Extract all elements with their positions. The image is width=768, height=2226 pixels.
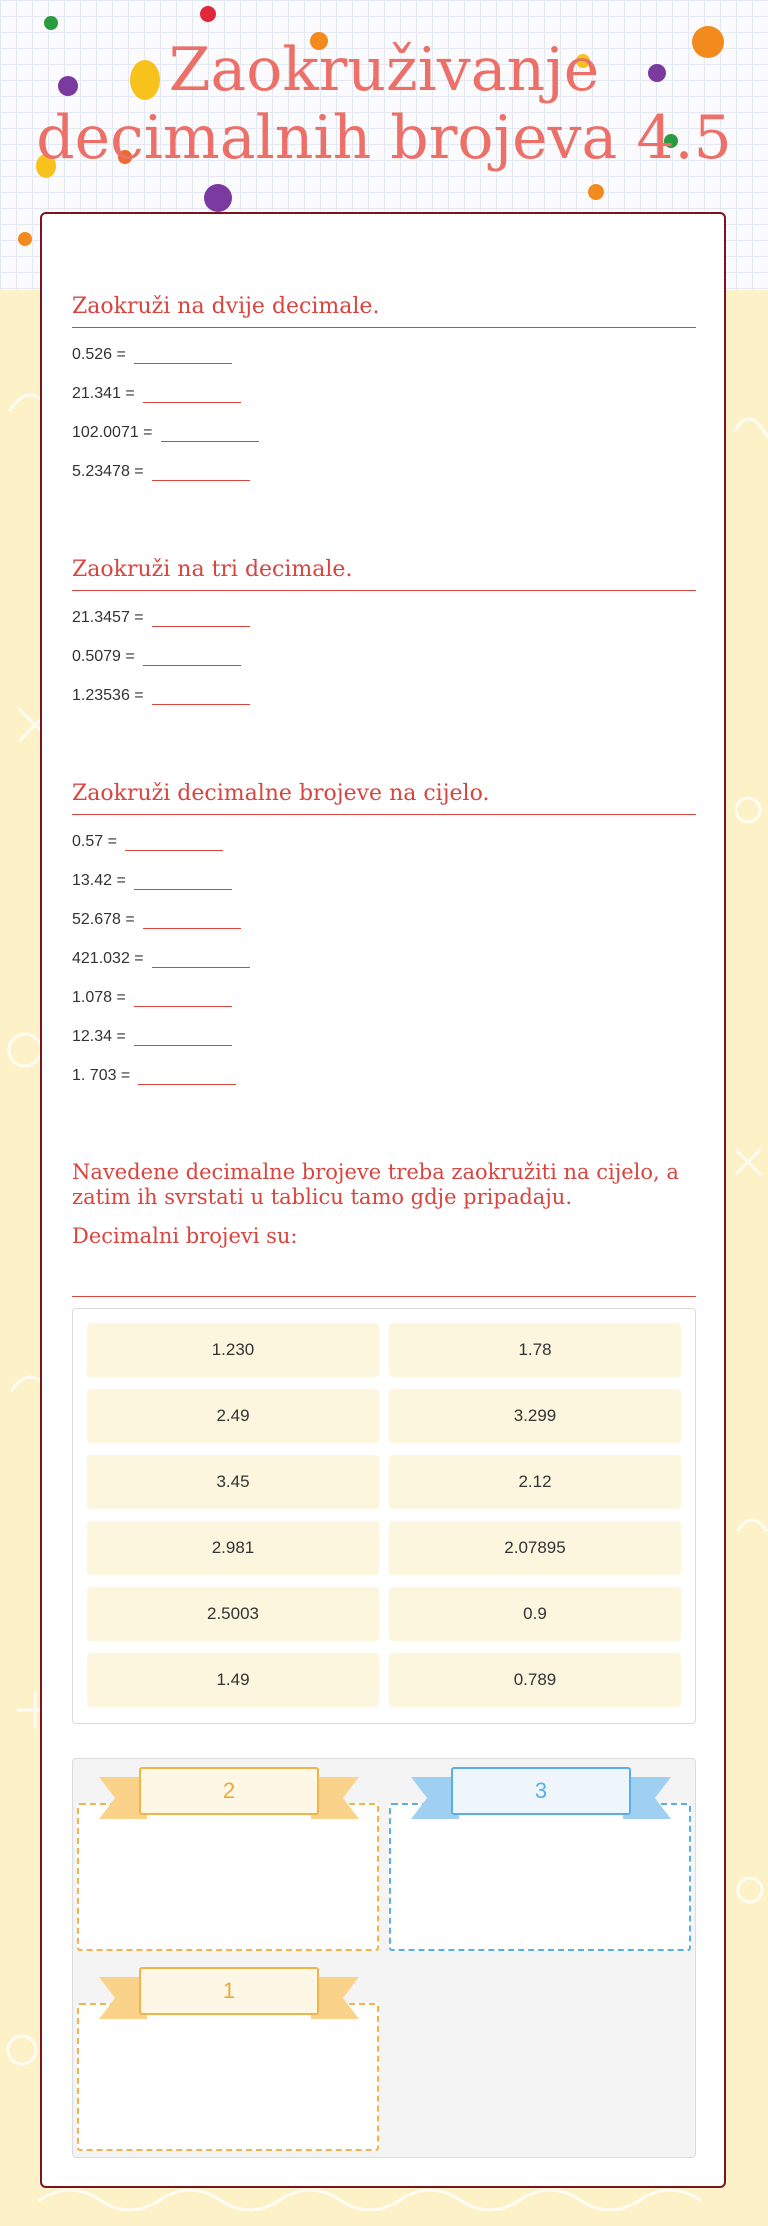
exercise-row: 0.526 =: [72, 346, 232, 364]
answer-input[interactable]: [152, 690, 250, 705]
paint-splat-decoration: [204, 184, 232, 212]
answer-input[interactable]: [125, 836, 223, 851]
zone-label: 1: [139, 1967, 319, 2015]
draggable-tile[interactable]: 2.49: [87, 1389, 379, 1443]
answer-input[interactable]: [134, 349, 232, 364]
draggable-tile[interactable]: 0.789: [389, 1653, 681, 1707]
drop-zone-2[interactable]: [77, 1803, 379, 1951]
exercise-row: 421.032 =: [72, 950, 250, 968]
paint-splat-decoration: [18, 232, 32, 246]
exercise-row: 1.078 =: [72, 989, 232, 1007]
ribbon-banner: [99, 1767, 359, 1823]
draggable-tile[interactable]: 3.45: [87, 1455, 379, 1509]
answer-input[interactable]: [143, 388, 241, 403]
zone-label: 2: [139, 1767, 319, 1815]
exercise-row: 12.34 =: [72, 1028, 232, 1046]
drop-zone-3[interactable]: [389, 1803, 691, 1951]
section-heading-two-decimals: Zaokruži na dvije decimale.: [72, 294, 696, 328]
draggable-tile[interactable]: 1.49: [87, 1653, 379, 1707]
answer-input[interactable]: [143, 651, 241, 666]
draggable-tile[interactable]: 2.07895: [389, 1521, 681, 1575]
zone-label: 3: [451, 1767, 631, 1815]
answer-input[interactable]: [138, 1070, 236, 1085]
exercise-row: 0.5079 =: [72, 648, 241, 666]
answer-input[interactable]: [161, 427, 259, 442]
draggable-tile[interactable]: 1.230: [87, 1323, 379, 1377]
exercise-row: 52.678 =: [72, 911, 241, 929]
section-heading-three-decimals: Zaokruži na tri decimale.: [72, 557, 696, 591]
section-heading-whole-numbers: Zaokruži decimalne brojeve na cijelo.: [72, 781, 696, 815]
draggable-tile[interactable]: 2.12: [389, 1455, 681, 1509]
ribbon-banner: [411, 1767, 671, 1823]
answer-input[interactable]: [134, 992, 232, 1007]
divider: [72, 1296, 696, 1297]
answer-input[interactable]: [134, 875, 232, 890]
answer-input[interactable]: [152, 612, 250, 627]
sort-instruction: Navedene decimalne brojeve treba zaokružiti na cijelo, a zatim ih svrstati u tablicu tamo gdje pripadaju.: [72, 1160, 679, 1209]
draggable-tile[interactable]: 1.78: [389, 1323, 681, 1377]
exercise-row: 13.42 =: [72, 872, 232, 890]
answer-input[interactable]: [134, 1031, 232, 1046]
answer-input[interactable]: [152, 953, 250, 968]
exercise-row: 5.23478 =: [72, 463, 250, 481]
draggable-tile[interactable]: 0.9: [389, 1587, 681, 1641]
ribbon-banner: [99, 1967, 359, 2023]
exercise-row: 102.0071 =: [72, 424, 259, 442]
exercise-row: 21.3457 =: [72, 609, 250, 627]
exercise-row: 21.341 =: [72, 385, 241, 403]
worksheet-card: [40, 212, 726, 2188]
answer-input[interactable]: [152, 466, 250, 481]
drop-zone-1[interactable]: [77, 2003, 379, 2151]
answer-input[interactable]: [143, 914, 241, 929]
exercise-row: 0.57 =: [72, 833, 223, 851]
exercise-row: 1.23536 =: [72, 687, 250, 705]
paint-splat-decoration: [200, 6, 216, 22]
draggable-tile-pool: [72, 1308, 696, 1724]
page-title: Zaokruživanje decimalnih brojeva 4.5: [36, 35, 732, 173]
draggable-tile[interactable]: 3.299: [389, 1389, 681, 1443]
draggable-tile[interactable]: 2.981: [87, 1521, 379, 1575]
sort-subtitle: Decimalni brojevi su:: [72, 1224, 298, 1248]
draggable-tile[interactable]: 2.5003: [87, 1587, 379, 1641]
paint-splat-decoration: [588, 184, 604, 200]
drop-zone-area: [72, 1758, 696, 2158]
exercise-row: 1. 703 =: [72, 1067, 236, 1085]
paint-splat-decoration: [44, 16, 58, 30]
